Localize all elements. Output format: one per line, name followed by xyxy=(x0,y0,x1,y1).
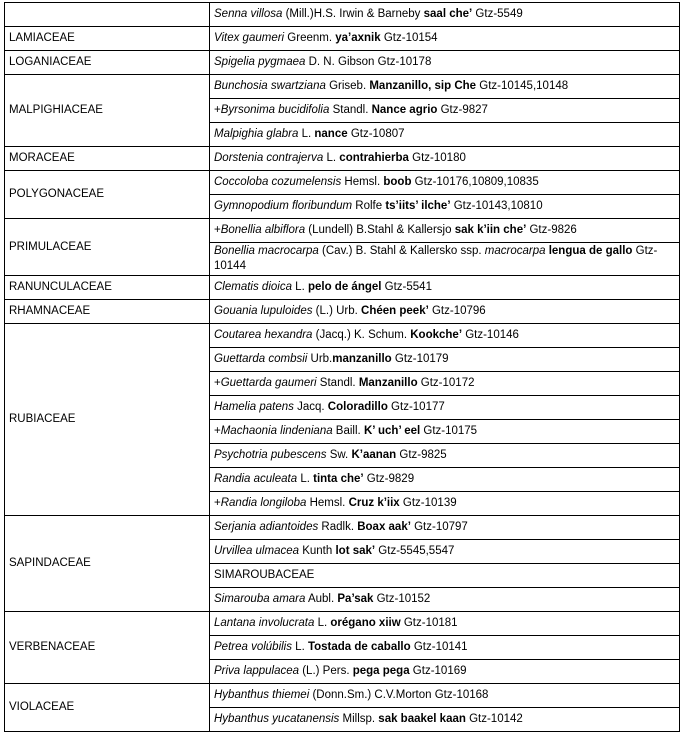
common-name: Manzanillo, sip Che xyxy=(369,80,477,92)
species-cell xyxy=(210,51,680,75)
author-citation: L. xyxy=(291,641,308,653)
species-cell xyxy=(210,492,680,516)
family-name-cell: RANUNCULACEAE xyxy=(5,276,210,300)
species-cell xyxy=(210,540,680,564)
scientific-name: Gouania lupuloides xyxy=(214,305,313,317)
author-citation: L. xyxy=(314,617,331,629)
voucher-code: Gtz-10152 xyxy=(373,593,431,605)
common-name: manzanillo xyxy=(332,353,392,365)
voucher-code: Gtz-10139 xyxy=(399,497,457,509)
scientific-name: Randia longiloba xyxy=(220,497,307,509)
author-citation: (Mill.)H.S. Irwin & Barneby xyxy=(282,8,424,20)
author-citation: Standl. xyxy=(329,104,372,116)
voucher-code: Gtz-10177 xyxy=(387,401,445,413)
scientific-name: Priva lappulacea xyxy=(214,665,300,677)
author-citation: Urb. xyxy=(307,353,333,365)
common-name: Cruz k’iix xyxy=(348,497,400,509)
scientific-name: Hybanthus yucatanensis xyxy=(214,713,340,725)
scientific-name: Bonellia albiflora xyxy=(220,224,306,236)
subspecies-name: macrocarpa xyxy=(484,245,546,257)
species-cell xyxy=(210,171,680,195)
table-row xyxy=(5,684,680,708)
scientific-name: Gymnopodium floribundum xyxy=(214,200,353,212)
voucher-code: Gtz-10141 xyxy=(410,641,468,653)
common-name: Kookche’ xyxy=(410,329,463,341)
scientific-name: Malpighia glabra xyxy=(214,128,299,140)
voucher-code: Gtz-10142 xyxy=(465,713,523,725)
voucher-code: Gtz-10143,10810 xyxy=(450,200,543,212)
common-name: lot sak’ xyxy=(335,545,376,557)
common-name: Nance agrio xyxy=(371,104,438,116)
species-table xyxy=(4,2,680,732)
species-cell xyxy=(210,588,680,612)
species-cell xyxy=(210,564,680,588)
scientific-name: Vitex gaumeri xyxy=(214,32,285,44)
introduced-mark: + xyxy=(214,497,221,509)
scientific-name: Psychotria pubescens xyxy=(214,449,327,461)
author-citation: SIMAROUBACEAE xyxy=(214,569,315,581)
scientific-name: Randia aculeata xyxy=(214,473,298,485)
voucher-code: Gtz-10179 xyxy=(391,353,449,365)
author-citation: (Donn.Sm.) C.V.Morton xyxy=(309,689,435,701)
family-name-cell: PRIMULACEAE xyxy=(5,219,210,276)
common-name: Boax aak’ xyxy=(357,521,411,533)
introduced-mark: + xyxy=(214,104,221,116)
species-cell xyxy=(210,684,680,708)
species-cell xyxy=(210,3,680,27)
scientific-name: Hybanthus thiemei xyxy=(214,689,310,701)
table-row xyxy=(5,516,680,540)
species-cell xyxy=(210,75,680,99)
scientific-name: Urvillea ulmacea xyxy=(214,545,300,557)
voucher-code: Gtz-10154 xyxy=(380,32,438,44)
family-name-cell: VIOLACEAE xyxy=(5,684,210,732)
species-cell xyxy=(210,348,680,372)
voucher-code: Gtz-9825 xyxy=(396,449,447,461)
species-cell xyxy=(210,276,680,300)
scientific-name: Hamelia patens xyxy=(214,401,294,413)
voucher-code: Gtz-10180 xyxy=(408,152,466,164)
species-cell xyxy=(210,300,680,324)
author-citation: (L.) Urb. xyxy=(312,305,362,317)
voucher-code: Gtz-10178 xyxy=(377,56,432,68)
family-name-cell: SAPINDACEAE xyxy=(5,516,210,612)
common-name: Coloradillo xyxy=(327,401,388,413)
author-citation: D. N. Gibson xyxy=(305,56,378,68)
author-citation: (Cav.) B. Stahl & Kallersko ssp. xyxy=(318,245,485,257)
author-citation: L. xyxy=(297,473,314,485)
table-row xyxy=(5,27,680,51)
table-row xyxy=(5,612,680,636)
table-row xyxy=(5,51,680,75)
species-cell xyxy=(210,468,680,492)
common-name: K’ uch’ eel xyxy=(363,425,421,437)
species-cell xyxy=(210,660,680,684)
common-name: tinta che’ xyxy=(313,473,364,485)
common-name: orégano xiiw xyxy=(330,617,401,629)
family-name-cell xyxy=(5,3,210,27)
common-name: nance xyxy=(314,128,348,140)
author-citation: Griseb. xyxy=(325,80,370,92)
family-name-cell: RUBIACEAE xyxy=(5,324,210,516)
voucher-code: Gtz-10796 xyxy=(428,305,486,317)
species-cell xyxy=(210,612,680,636)
author-citation: (L.) Pers. xyxy=(299,665,353,677)
scientific-name: Byrsonima bucidifolia xyxy=(220,104,330,116)
author-citation: Sw. xyxy=(326,449,352,461)
introduced-mark: + xyxy=(214,425,221,437)
voucher-code: Gtz-10145,10148 xyxy=(476,80,569,92)
scientific-name: Spigelia pygmaea xyxy=(214,56,306,68)
common-name: sak k’iin che’ xyxy=(454,224,527,236)
voucher-code: Gtz-9827 xyxy=(437,104,488,116)
species-cell xyxy=(210,420,680,444)
author-citation: L. xyxy=(291,281,308,293)
species-cell xyxy=(210,516,680,540)
voucher-code: Gtz-5545,5547 xyxy=(375,545,455,557)
author-citation: Greenm. xyxy=(284,32,336,44)
scientific-name: Guettarda gaumeri xyxy=(220,377,317,389)
family-name-cell: RHAMNACEAE xyxy=(5,300,210,324)
table-row xyxy=(5,276,680,300)
author-citation: (Lundell) B.Stahl & Kallersjo xyxy=(305,224,455,236)
table-row xyxy=(5,3,680,27)
common-name: K’aanan xyxy=(351,449,397,461)
table-row xyxy=(5,75,680,99)
author-citation: L. xyxy=(323,152,340,164)
common-name: pega pega xyxy=(352,665,410,677)
species-cell xyxy=(210,372,680,396)
scientific-name: Coccoloba cozumelensis xyxy=(214,176,342,188)
author-citation: Radlk. xyxy=(318,521,358,533)
scientific-name: Senna villosa xyxy=(214,8,283,20)
species-cell xyxy=(210,444,680,468)
author-citation: (Jacq.) K. Schum. xyxy=(312,329,411,341)
common-name: pelo de ángel xyxy=(307,281,382,293)
scientific-name: Bunchosia swartziana xyxy=(214,80,326,92)
author-citation: Millsp. xyxy=(339,713,379,725)
scientific-name: Simarouba amara xyxy=(214,593,306,605)
scientific-name: Coutarea hexandra xyxy=(214,329,313,341)
family-name-cell: MORACEAE xyxy=(5,147,210,171)
common-name: Tostada de caballo xyxy=(307,641,411,653)
species-table-body xyxy=(5,3,680,732)
scientific-name: Lantana involucrata xyxy=(214,617,315,629)
table-row xyxy=(5,219,680,243)
scientific-name: Guettarda combsii xyxy=(214,353,308,365)
species-cell xyxy=(210,708,680,732)
table-row xyxy=(5,300,680,324)
author-citation: Hemsl. xyxy=(341,176,384,188)
voucher-code: Gtz-9826 xyxy=(526,224,577,236)
scientific-name: Serjania adiantoides xyxy=(214,521,319,533)
voucher-code: Gtz-5549 xyxy=(472,8,523,20)
voucher-code: Gtz-10172 xyxy=(417,377,475,389)
introduced-mark: + xyxy=(214,377,221,389)
common-name: Manzanillo xyxy=(358,377,418,389)
species-cell xyxy=(210,324,680,348)
family-name-cell: POLYGONACEAE xyxy=(5,171,210,219)
voucher-code: Gtz-10797 xyxy=(410,521,468,533)
author-citation: Hemsl. xyxy=(306,497,349,509)
species-cell xyxy=(210,195,680,219)
scientific-name: Dorstenia contrajerva xyxy=(214,152,324,164)
common-name: Pa’sak xyxy=(337,593,374,605)
scientific-name: Clematis dioica xyxy=(214,281,292,293)
species-cell xyxy=(210,243,680,276)
scientific-name: Petrea volúbilis xyxy=(214,641,292,653)
species-cell xyxy=(210,27,680,51)
author-citation: Aubl. xyxy=(305,593,338,605)
common-name: Chéen peek’ xyxy=(361,305,429,317)
voucher-code: Gtz-10168 xyxy=(434,689,489,701)
family-name-cell: LAMIACEAE xyxy=(5,27,210,51)
author-citation: Baill. xyxy=(332,425,364,437)
voucher-code: Gtz-10169 xyxy=(409,665,467,677)
voucher-code: Gtz-10807 xyxy=(347,128,405,140)
table-row xyxy=(5,147,680,171)
author-citation: Standl. xyxy=(316,377,359,389)
voucher-code: Gtz-10175 xyxy=(420,425,478,437)
table-row xyxy=(5,171,680,195)
species-cell xyxy=(210,99,680,123)
scientific-name: Bonellia macrocarpa xyxy=(214,245,319,257)
scientific-name: Machaonia lindeniana xyxy=(220,425,333,437)
table-row xyxy=(5,324,680,348)
voucher-code: Gtz-9829 xyxy=(363,473,415,485)
voucher-code: Gtz-10181 xyxy=(400,617,458,629)
species-cell xyxy=(210,147,680,171)
species-cell xyxy=(210,123,680,147)
common-name: ya’axnik xyxy=(335,32,381,44)
author-citation: Jacq. xyxy=(293,401,328,413)
common-name: ts’iits’ ilche’ xyxy=(385,200,451,212)
species-cell xyxy=(210,396,680,420)
family-name-cell: MALPIGHIACEAE xyxy=(5,75,210,147)
voucher-code: Gtz-10144 xyxy=(214,245,658,272)
author-citation: Kunth xyxy=(299,545,336,557)
species-cell xyxy=(210,219,680,243)
family-name-cell: LOGANIACEAE xyxy=(5,51,210,75)
introduced-mark: + xyxy=(214,224,221,236)
common-name: contrahierba xyxy=(339,152,409,164)
common-name: sak baakel kaan xyxy=(378,713,466,725)
voucher-code: Gtz-5541 xyxy=(381,281,432,293)
voucher-code: Gtz-10146 xyxy=(462,329,519,341)
species-cell xyxy=(210,636,680,660)
common-name: lengua de gallo xyxy=(548,245,633,257)
voucher-code: Gtz-10176,10809,10835 xyxy=(411,176,539,188)
common-name: boob xyxy=(383,176,412,188)
family-name-cell: VERBENACEAE xyxy=(5,612,210,684)
common-name: saal che’ xyxy=(423,8,473,20)
author-citation: L. xyxy=(298,128,315,140)
author-citation: Rolfe xyxy=(352,200,386,212)
